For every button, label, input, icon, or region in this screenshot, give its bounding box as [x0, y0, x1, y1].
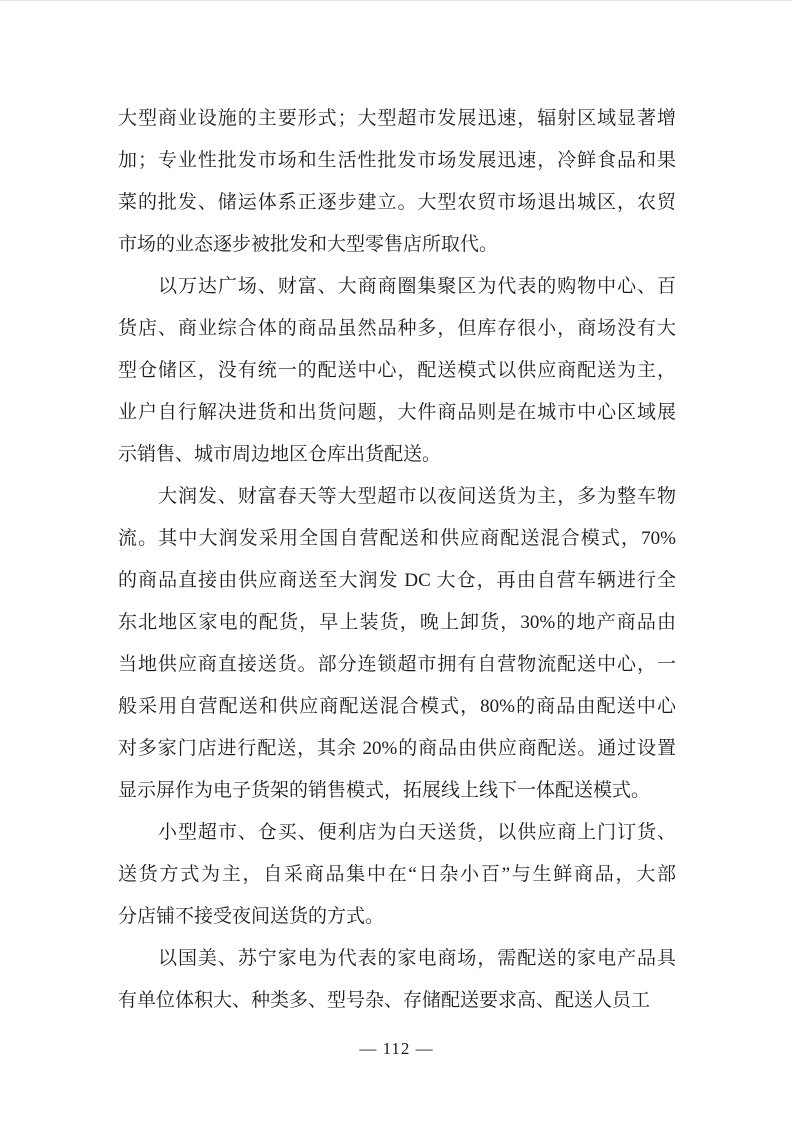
- text-line: 送货方式为主，自采商品集中在“日杂小百”与生鲜商品，大部: [118, 864, 676, 885]
- text-line: 以万达广场、财富、大商商圈集聚区为代表的购物中心、百: [158, 276, 676, 297]
- text-line: 小型超市、仓买、便利店为白天送货，以供应商上门订货、: [158, 822, 676, 843]
- body-text: [118, 98, 676, 1022]
- text-line: 货店、商业综合体的商品虽然品种多，但库存很小，商场没有大: [118, 318, 676, 339]
- text-line: 流。其中大润发采用全国自营配送和供应商配送混合模式，70%: [118, 528, 676, 549]
- text-line: 加；专业性批发市场和生活性批发市场发展迅速，冷鲜食品和果: [118, 150, 676, 171]
- text-line: 对多家门店进行配送，其余 20%的商品由供应商配送。通过设置: [118, 738, 676, 759]
- text-line: 市场的业态逐步被批发和大型零售店所取代。: [118, 234, 499, 255]
- paragraph: [118, 266, 676, 476]
- text-line: 示销售、城市周边地区仓库出货配送。: [118, 444, 442, 465]
- paragraph: [118, 476, 676, 812]
- text-line: 业户自行解决进货和出货问题，大件商品则是在城市中心区域展: [118, 402, 676, 423]
- page-number: — 112 —: [359, 1039, 434, 1058]
- text-line: 有单位体积大、种类多、型号杂、存储配送要求高、配送人员工: [118, 990, 651, 1011]
- text-line: 当地供应商直接送货。部分连锁超市拥有自营物流配送中心，一: [118, 654, 676, 675]
- text-line: 型仓储区，没有统一的配送中心，配送模式以供应商配送为主，: [118, 360, 676, 381]
- text-line: 以国美、苏宁家电为代表的家电商场，需配送的家电产品具: [158, 948, 676, 969]
- text-line: 分店铺不接受夜间送货的方式。: [118, 906, 385, 927]
- text-line: 东北地区家电的配货，早上装货，晚上卸货，30%的地产商品由: [118, 612, 676, 633]
- text-line: 显示屏作为电子货架的销售模式，拓展线上线下一体配送模式。: [118, 780, 651, 801]
- paragraph: [118, 812, 676, 938]
- paragraph: [118, 938, 676, 1022]
- text-line: 的商品直接由供应商送至大润发 DC 大仓，再由自营车辆进行全: [118, 570, 676, 591]
- text-line: 大润发、财富春天等大型超市以夜间送货为主，多为整车物: [158, 486, 676, 507]
- text-line: 大型商业设施的主要形式；大型超市发展迅速，辐射区域显著增: [118, 108, 676, 129]
- text-line: 菜的批发、储运体系正逐步建立。大型农贸市场退出城区，农贸: [118, 192, 676, 213]
- text-line: 般采用自营配送和供应商配送混合模式，80%的商品由配送中心: [118, 696, 676, 717]
- paragraph: [118, 98, 676, 266]
